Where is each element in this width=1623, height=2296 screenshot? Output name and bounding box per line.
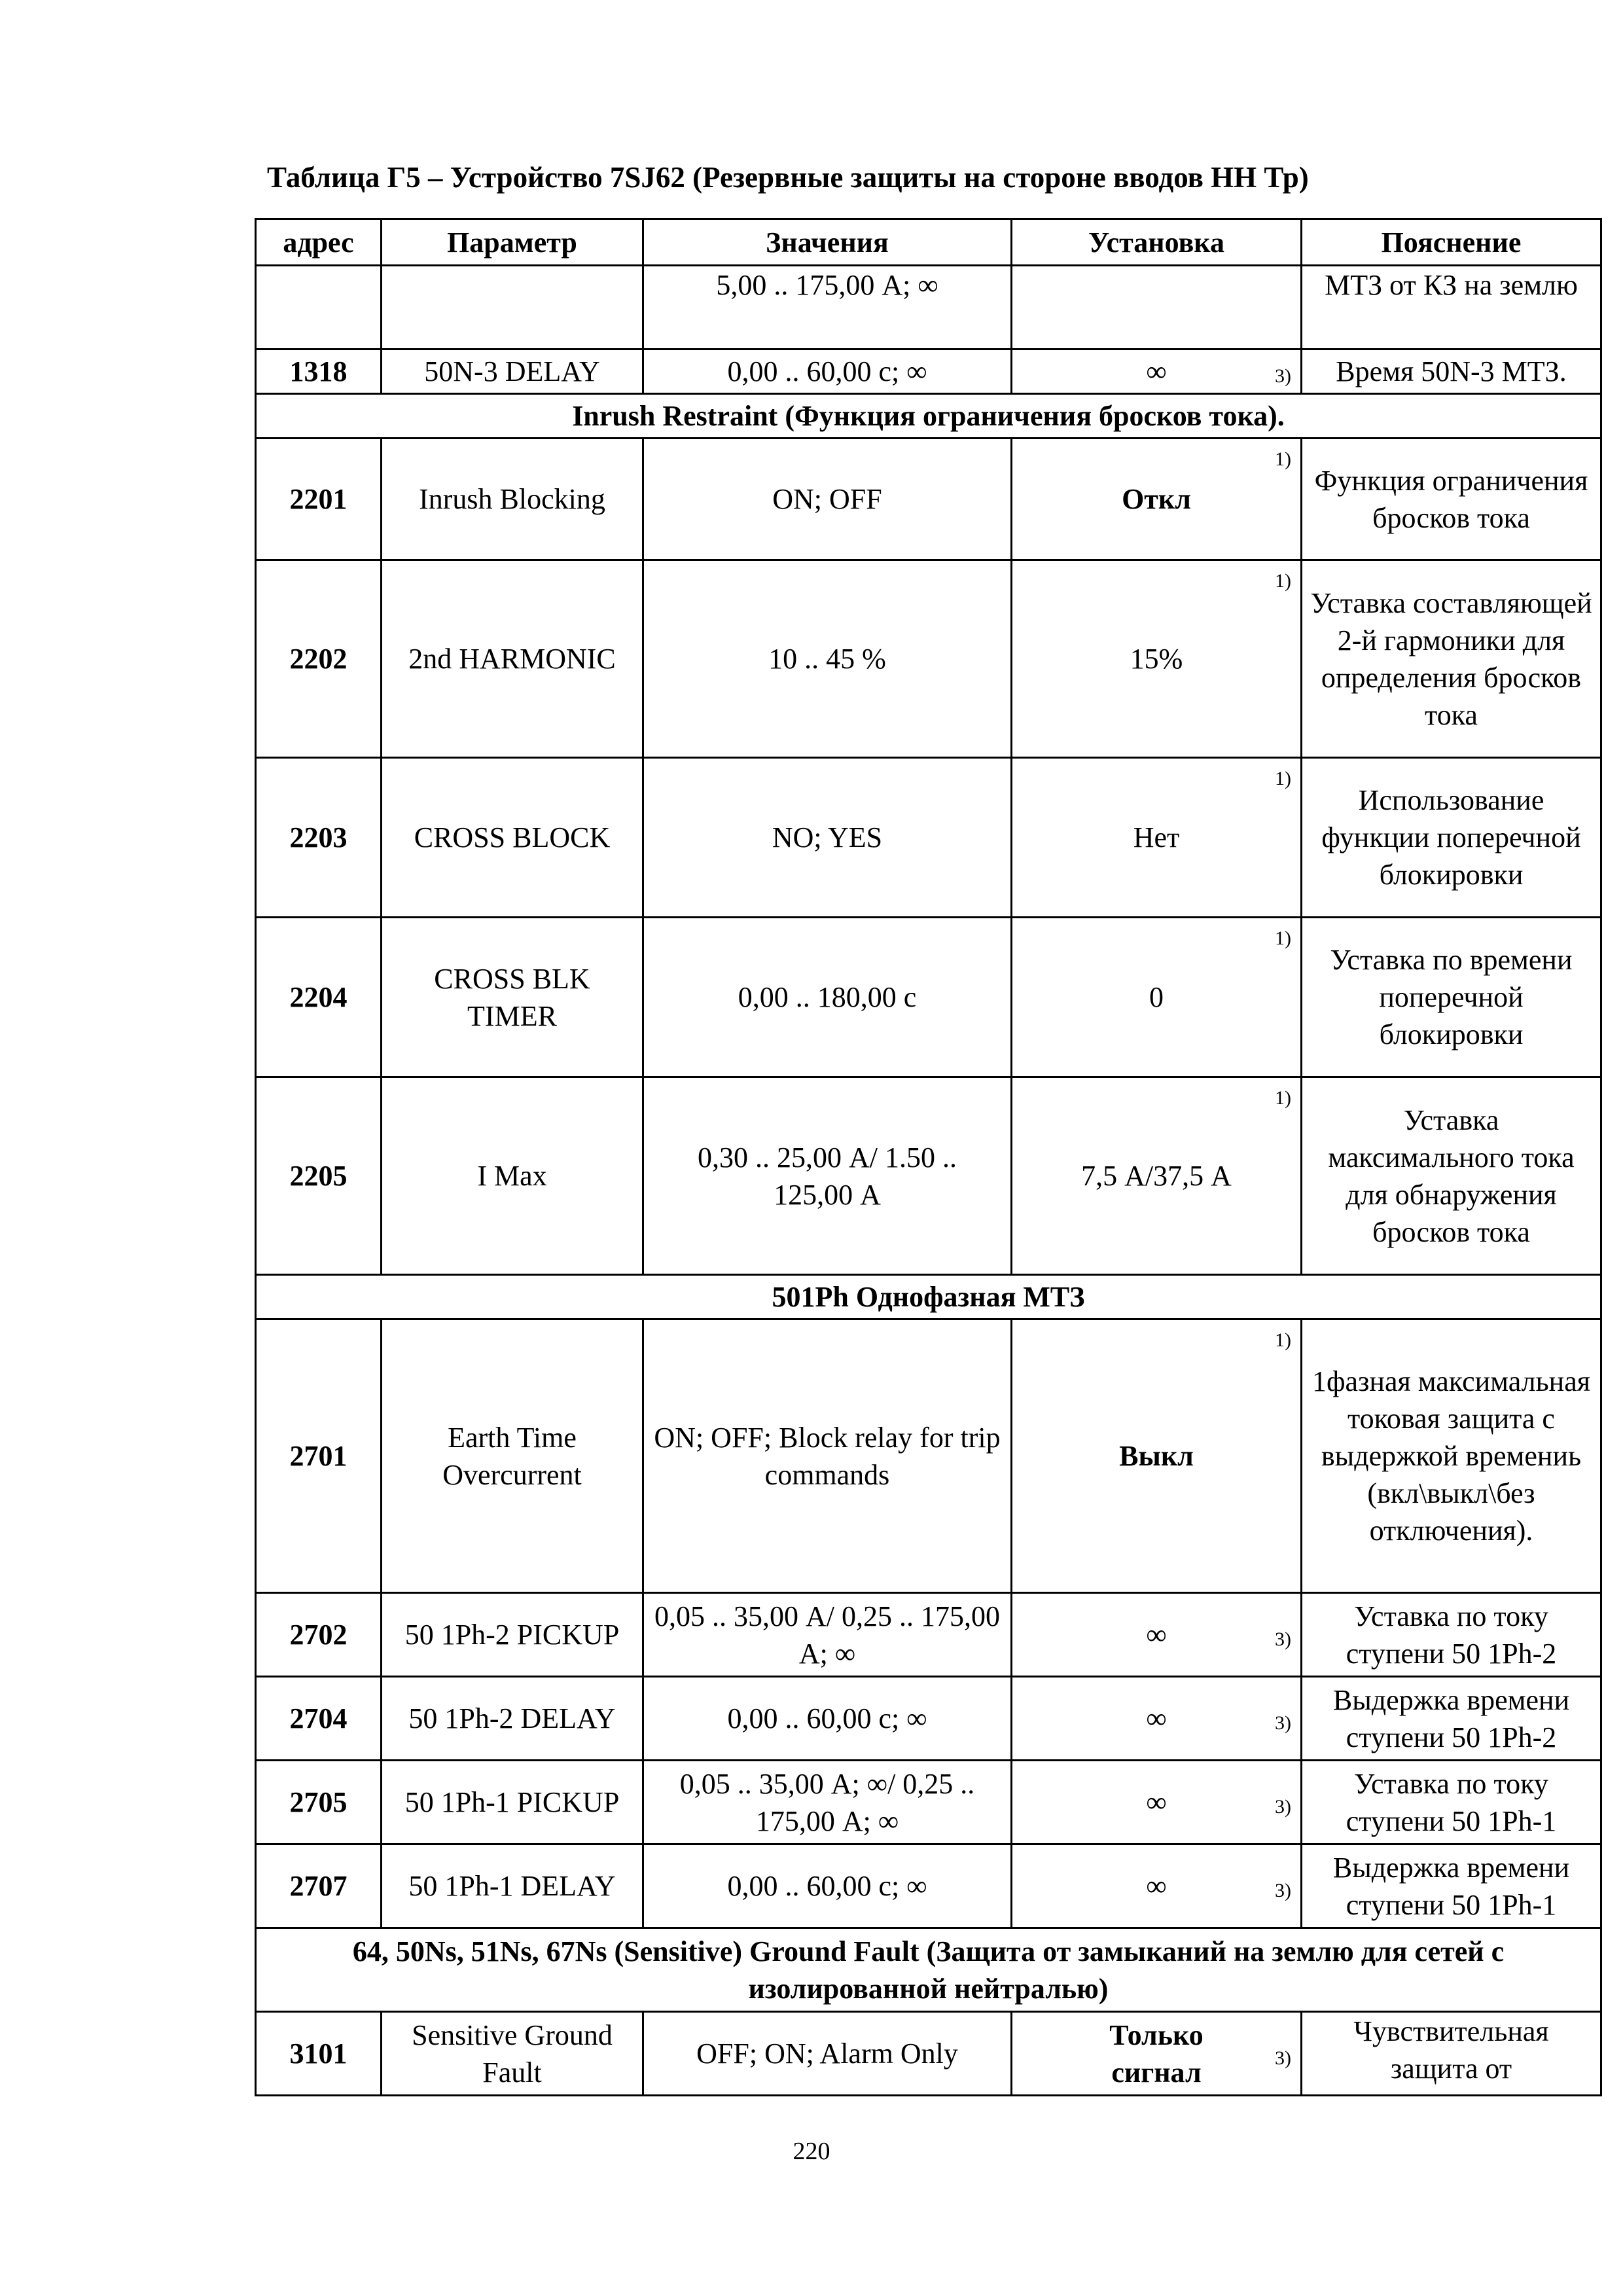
description-cell: Время 50N-3 МТЗ. bbox=[1302, 350, 1601, 394]
values-cell: 0,30 .. 25,00 А/ 1.50 .. 125,00 А bbox=[643, 1077, 1012, 1275]
setting-value: ∞ bbox=[1146, 1702, 1167, 1734]
description-cell: Уставка составляющей 2-й гармоники для определения бросков тока bbox=[1302, 560, 1601, 758]
address-cell: 2204 bbox=[256, 918, 382, 1077]
description-cell: МТЗ от КЗ на землю bbox=[1302, 266, 1601, 350]
setting-cell bbox=[1012, 350, 1302, 394]
values-cell: 0,05 .. 35,00 А/ 0,25 .. 175,00 А; ∞ bbox=[643, 1593, 1012, 1677]
setting-cell bbox=[1012, 1319, 1302, 1593]
table-row bbox=[256, 758, 1601, 918]
section-row bbox=[256, 1275, 1601, 1319]
setting-value: ∞ bbox=[1146, 355, 1167, 387]
table-row bbox=[256, 1319, 1601, 1593]
header-description: Пояснение bbox=[1302, 219, 1601, 266]
section-title-single-phase: 501Ph Однофазная МТЗ bbox=[256, 1275, 1601, 1319]
values-cell: OFF; ON; Alarm Only bbox=[643, 2012, 1012, 2096]
parameter-cell: 50 1Ph-2 PICKUP bbox=[382, 1593, 643, 1677]
header-address: адрес bbox=[256, 219, 382, 266]
setting-cell bbox=[1012, 1761, 1302, 1844]
description-cell: Уставка по току ступени 50 1Ph-1 bbox=[1302, 1761, 1601, 1844]
values-cell: NO; YES bbox=[643, 758, 1012, 918]
setting-value: ∞ bbox=[1146, 1786, 1167, 1818]
setting-value: 7,5 А/37,5 А bbox=[1081, 1160, 1232, 1192]
address-cell: 2704 bbox=[256, 1677, 382, 1761]
footnote-mark: 1) bbox=[1275, 570, 1291, 592]
address-cell: 2203 bbox=[256, 758, 382, 918]
description-cell: Выдержка времени ступени 50 1Ph-2 bbox=[1302, 1677, 1601, 1761]
footnote-mark: 1) bbox=[1275, 1329, 1291, 1351]
table-row bbox=[256, 1761, 1601, 1844]
values-cell: ON; OFF bbox=[643, 439, 1012, 560]
section-row bbox=[256, 1928, 1601, 2012]
address-cell: 2705 bbox=[256, 1761, 382, 1844]
values-cell: 0,00 .. 60,00 с; ∞ bbox=[643, 350, 1012, 394]
address-cell: 2702 bbox=[256, 1593, 382, 1677]
parameter-cell: Inrush Blocking bbox=[382, 439, 643, 560]
footnote-mark: 3) bbox=[1275, 1628, 1291, 1650]
footnote-mark: 3) bbox=[1275, 1879, 1291, 1901]
parameter-cell: 50 1Ph-1 DELAY bbox=[382, 1844, 643, 1928]
description-cell: Уставка максимального тока для обнаружения бросков тока bbox=[1302, 1077, 1601, 1275]
header-parameter: Параметр bbox=[382, 219, 643, 266]
footnote-mark: 1) bbox=[1275, 927, 1291, 949]
parameter-cell: 50 1Ph-2 DELAY bbox=[382, 1677, 643, 1761]
address-cell: 2701 bbox=[256, 1319, 382, 1593]
description-cell: 1фазная максимальная токовая защита с выдержкой времениь (вкл\выкл\без отключения). bbox=[1302, 1319, 1601, 1593]
footnote-mark: 3) bbox=[1275, 2047, 1291, 2069]
parameter-cell: I Max bbox=[382, 1077, 643, 1275]
table-row bbox=[256, 1677, 1601, 1761]
footnote-mark: 3) bbox=[1275, 365, 1291, 387]
setting-value: ∞ bbox=[1146, 1619, 1167, 1651]
section-title-inrush: Inrush Restraint (Функция ограничения бросков тока). bbox=[256, 394, 1601, 439]
values-cell: ON; OFF; Block relay for trip commands bbox=[643, 1319, 1012, 1593]
page-number: 220 bbox=[793, 2138, 830, 2165]
table-row bbox=[256, 1077, 1601, 1275]
footnote-mark: 1) bbox=[1275, 448, 1291, 470]
setting-value: Откл bbox=[1122, 483, 1191, 515]
values-cell: 0,00 .. 60,00 с; ∞ bbox=[643, 1844, 1012, 1928]
setting-cell bbox=[1012, 439, 1302, 560]
footnote-mark: 3) bbox=[1275, 1795, 1291, 1818]
address-cell: 2202 bbox=[256, 560, 382, 758]
setting-value: Нет bbox=[1133, 821, 1180, 853]
header-values: Значения bbox=[643, 219, 1012, 266]
address-cell bbox=[256, 266, 382, 350]
setting-cell bbox=[1012, 1593, 1302, 1677]
section-title-sensitive-ground-fault: 64, 50Ns, 51Ns, 67Ns (Sensitive) Ground Fault (Защита от замыканий на землю для сетей с изолированной нейтралью) bbox=[256, 1928, 1601, 2012]
footnote-mark: 1) bbox=[1275, 1087, 1291, 1109]
description-cell: Уставка по току ступени 50 1Ph-2 bbox=[1302, 1593, 1601, 1677]
setting-cell bbox=[1012, 1677, 1302, 1761]
table-row bbox=[256, 439, 1601, 560]
table-row bbox=[256, 1844, 1601, 1928]
description-cell: Выдержка времени ступени 50 1Ph-1 bbox=[1302, 1844, 1601, 1928]
parameter-cell: Sensitive Ground Fault bbox=[382, 2012, 643, 2096]
values-cell: 0,00 .. 60,00 с; ∞ bbox=[643, 1677, 1012, 1761]
setting-cell bbox=[1012, 918, 1302, 1077]
address-cell: 2201 bbox=[256, 439, 382, 560]
table-row bbox=[256, 2012, 1601, 2096]
values-cell: 5,00 .. 175,00 А; ∞ bbox=[643, 266, 1012, 350]
parameter-cell: Earth Time Overcurrent bbox=[382, 1319, 643, 1593]
address-cell: 3101 bbox=[256, 2012, 382, 2096]
description-cell: Использование функции поперечной блокировки bbox=[1302, 758, 1601, 918]
setting-value: 15% bbox=[1130, 643, 1183, 675]
setting-cell bbox=[1012, 1077, 1302, 1275]
values-cell: 0,05 .. 35,00 А; ∞/ 0,25 .. 175,00 А; ∞ bbox=[643, 1761, 1012, 1844]
address-cell: 1318 bbox=[256, 350, 382, 394]
description-cell: Уставка по времени поперечной блокировки bbox=[1302, 918, 1601, 1077]
section-row bbox=[256, 394, 1601, 439]
setting-cell bbox=[1012, 758, 1302, 918]
values-cell: 0,00 .. 180,00 с bbox=[643, 918, 1012, 1077]
table-row bbox=[256, 918, 1601, 1077]
parameters-table bbox=[255, 218, 1602, 2096]
parameter-cell bbox=[382, 266, 643, 350]
table-row bbox=[256, 1593, 1601, 1677]
setting-value: ∞ bbox=[1146, 1870, 1167, 1902]
parameter-cell: 50N-3 DELAY bbox=[382, 350, 643, 394]
table-row bbox=[256, 266, 1601, 350]
header-setting: Установка bbox=[1012, 219, 1302, 266]
setting-cell bbox=[1012, 2012, 1302, 2096]
setting-cell bbox=[1012, 1844, 1302, 1928]
setting-value: 0 bbox=[1149, 981, 1164, 1013]
description-cell: Чувствительная защита от bbox=[1302, 2012, 1601, 2096]
table-caption: Таблица Г5 – Устройство 7SJ62 (Резервные защиты на стороне вводов НН Тр) bbox=[267, 161, 1309, 194]
values-cell: 10 .. 45 % bbox=[643, 560, 1012, 758]
header-row bbox=[256, 219, 1601, 266]
footnote-mark: 1) bbox=[1275, 768, 1291, 789]
parameter-cell: CROSS BLOCK bbox=[382, 758, 643, 918]
setting-cell bbox=[1012, 266, 1302, 350]
description-cell: Функция ограничения бросков тока bbox=[1302, 439, 1601, 560]
table-row bbox=[256, 560, 1601, 758]
parameter-cell: 2nd HARMONIC bbox=[382, 560, 643, 758]
parameter-cell: CROSS BLK TIMER bbox=[382, 918, 643, 1077]
address-cell: 2205 bbox=[256, 1077, 382, 1275]
footnote-mark: 3) bbox=[1275, 1712, 1291, 1734]
parameter-cell: 50 1Ph-1 PICKUP bbox=[382, 1761, 643, 1844]
setting-value: Выкл bbox=[1119, 1440, 1194, 1472]
setting-value: Только сигнал bbox=[1109, 2018, 1204, 2089]
table-row bbox=[256, 350, 1601, 394]
address-cell: 2707 bbox=[256, 1844, 382, 1928]
setting-cell bbox=[1012, 560, 1302, 758]
